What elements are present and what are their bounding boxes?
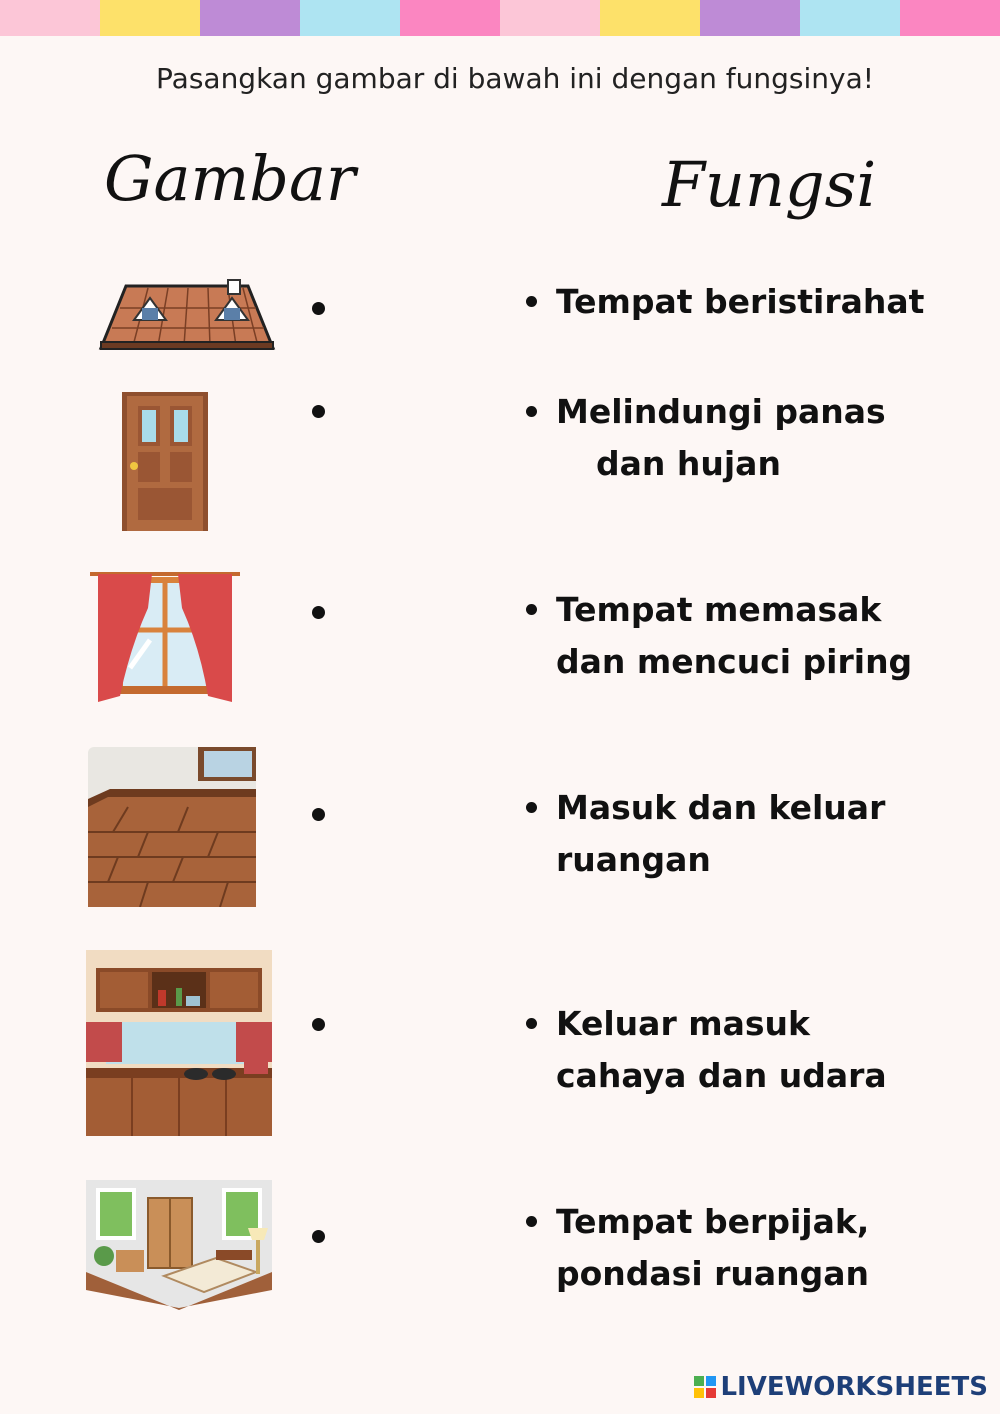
match-dot-left[interactable] — [312, 606, 325, 619]
function-text: cahaya dan udara — [556, 1056, 887, 1095]
match-dot-right[interactable] — [526, 296, 537, 307]
instruction-text: Pasangkan gambar di bawah ini dengan fungsinya! — [156, 62, 874, 95]
floor-icon — [88, 747, 256, 907]
match-dot-right[interactable] — [526, 604, 537, 615]
stripe — [100, 0, 200, 36]
stripe — [600, 0, 700, 36]
match-dot-right[interactable] — [526, 802, 537, 813]
function-text: dan mencuci piring — [556, 642, 913, 681]
brand-name: LIVEWORKSHEETS — [720, 1372, 988, 1402]
function-text: Tempat memasak — [556, 590, 882, 629]
function-text: Tempat beristirahat — [556, 282, 925, 321]
door-icon — [120, 390, 210, 533]
match-dot-right[interactable] — [526, 1018, 537, 1029]
function-text: Tempat berpijak, — [556, 1202, 870, 1241]
function-text: Masuk dan keluar — [556, 788, 886, 827]
function-item — [556, 782, 885, 886]
stripe — [200, 0, 300, 36]
match-dot-right[interactable] — [526, 1216, 537, 1227]
match-dot-right[interactable] — [526, 406, 537, 417]
gambar-heading: Gambar — [104, 142, 356, 215]
match-dot-left[interactable] — [312, 808, 325, 821]
liveworksheets-brand — [694, 1372, 988, 1402]
stripe — [300, 0, 400, 36]
function-item — [556, 276, 924, 328]
function-text: dan hujan — [596, 444, 781, 483]
stripe — [500, 0, 600, 36]
stripe — [400, 0, 500, 36]
function-item — [556, 998, 887, 1102]
stripe — [800, 0, 900, 36]
stripe — [900, 0, 1000, 36]
header-color-stripes — [0, 0, 1000, 36]
fungsi-heading: Fungsi — [662, 148, 877, 221]
function-text: ruangan — [556, 840, 711, 879]
function-item — [556, 1196, 869, 1300]
match-dot-left[interactable] — [312, 405, 325, 418]
bedroom-icon — [86, 1180, 272, 1310]
function-item — [556, 584, 912, 688]
window-icon — [90, 568, 240, 704]
stripe — [700, 0, 800, 36]
liveworksheets-logo-icon — [694, 1376, 716, 1398]
function-text: Keluar masuk — [556, 1004, 810, 1043]
stripe — [0, 0, 100, 36]
function-text: Melindungi panas — [556, 392, 886, 431]
match-dot-left[interactable] — [312, 302, 325, 315]
function-item — [556, 386, 886, 490]
kitchen-icon — [86, 950, 272, 1136]
function-text: pondasi ruangan — [556, 1254, 870, 1293]
match-dot-left[interactable] — [312, 1230, 325, 1243]
match-dot-left[interactable] — [312, 1018, 325, 1031]
roof-icon — [98, 278, 276, 353]
